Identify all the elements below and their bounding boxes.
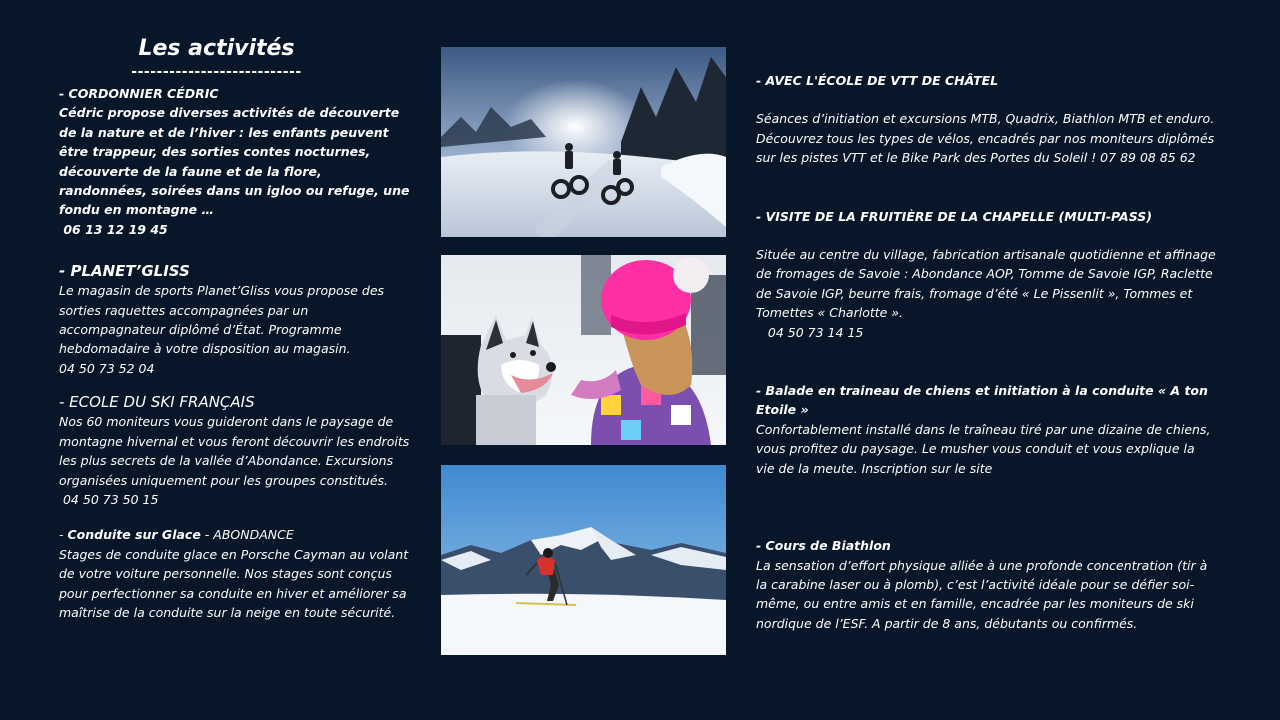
planetgliss-phone: 04 50 73 52 04: [59, 360, 155, 376]
cordonnier-text: Cédric propose diverses activités de découverte de la nature et de l’hiver : les enfants peuvent être trappeur, des sorties contes nocturnes, découverte de la faune et de la flore, randonnées, soirées dans un igloo ou refuge, une fondu en montagne …: [59, 105, 410, 218]
husky-girl-photo: [441, 255, 726, 445]
esf-heading: - ECOLE DU SKI FRANÇAIS: [59, 393, 255, 412]
cordonnier-heading: - CORDONNIER CÉDRIC: [59, 86, 219, 101]
fruitiere-phone-number: 04 50 73 14 15: [767, 324, 864, 340]
section-biathlon: [756, 536, 1216, 633]
fruitiere-phone: [756, 323, 1216, 342]
fatbike-photo: [441, 47, 726, 237]
glace-heading: [59, 525, 414, 544]
biathlon-text: La sensation d’effort physique alliée à une profonde concentration (tir à la carabine laser ou à plomb), c’est l’activité idéale pour se défier soi-même, ou entre amis et en famille, encadrée par les moniteurs de ski nordique de l’ESF. A partir de 8 ans, débutants ou confirmés.: [756, 557, 1208, 631]
page-title: Les activités: [138, 36, 295, 61]
vtt-heading: - AVEC L'ÉCOLE DE VTT DE CHÂTEL: [756, 73, 999, 88]
biathlon-heading: - Cours de Biathlon: [756, 538, 891, 554]
esf-phone: [59, 490, 414, 509]
vtt-text: Séances d’initiation et excursions MTB, Quadrix, Biathlon MTB et enduro. Découvrez tous les types de vélos, encadrés par nos moniteurs diplômés sur les pistes VTT et le Bike Park des Portes du Soleil ! 07 89 08 85 62: [756, 111, 1215, 166]
planetgliss-heading: - PLANET’GLISS: [59, 262, 190, 281]
glace-heading-bold: Conduite sur Glace: [67, 527, 201, 543]
cordonnier-phone: [59, 220, 414, 239]
section-traineau: [756, 381, 1216, 478]
fruitiere-text: Située au centre du village, fabrication artisanale quotidienne et affinage de fromages de Savoie : Abondance AOP, Tomme de Savoie IGP, Raclette de Savoie IGP, beurre frais, fromage d’été « Le Pissenlit », Tommes et Tomettes « Charlotte ».: [756, 247, 1216, 321]
section-glace: [59, 525, 414, 622]
left-column: [59, 34, 414, 622]
section-vtt: [756, 71, 1216, 168]
planetgliss-text: Le magasin de sports Planet’Gliss vous propose des sorties raquettes accompagnées par un accompagnateur diplômé d’État. Programme hebdomadaire à votre disposition au magasin.: [59, 283, 385, 357]
glace-heading-prefix: -: [59, 527, 68, 543]
ski-touring-photo: [441, 465, 726, 655]
esf-text: Nos 60 moniteurs vous guideront dans le paysage de montagne hivernal et vous feront découvrir les endroits les plus secrets de la vallée d’Abondance. Excursions organisées uniquement pour les groupes constitués.: [59, 414, 410, 488]
traineau-heading: - Balade en traineau de chiens et initiation à la conduite « A ton Etoile »: [756, 383, 1208, 418]
title-divider: ---------------------------: [131, 64, 302, 80]
section-cordonnier: [59, 84, 414, 239]
section-esf: [59, 392, 414, 509]
fruitiere-heading: - VISITE DE LA FRUITIÈRE DE LA CHAPELLE (MULTI-PASS): [756, 208, 1153, 224]
glace-text: Stages de conduite glace en Porsche Cayman au volant de votre voiture personnelle. Nos stages sont conçus pour perfectionner sa conduite en hiver et améliorer sa maîtrise de la conduite sur la neige en toute sécurité.: [59, 546, 409, 620]
section-planetgliss: [59, 261, 414, 378]
traineau-text: Confortablement installé dans le traîneau tiré par une dizaine de chiens, vous profitez du paysage. Le musher vous conduit et vous explique la vie de la meute. Inscription sur le site: [756, 421, 1211, 476]
glace-heading-suffix: - ABONDANCE: [200, 527, 294, 543]
section-fruitiere: [756, 207, 1216, 342]
esf-phone-number: 04 50 73 50 15: [62, 491, 159, 507]
cordonnier-phone-number: 06 13 12 19 45: [63, 221, 168, 237]
right-column: [756, 71, 1216, 633]
